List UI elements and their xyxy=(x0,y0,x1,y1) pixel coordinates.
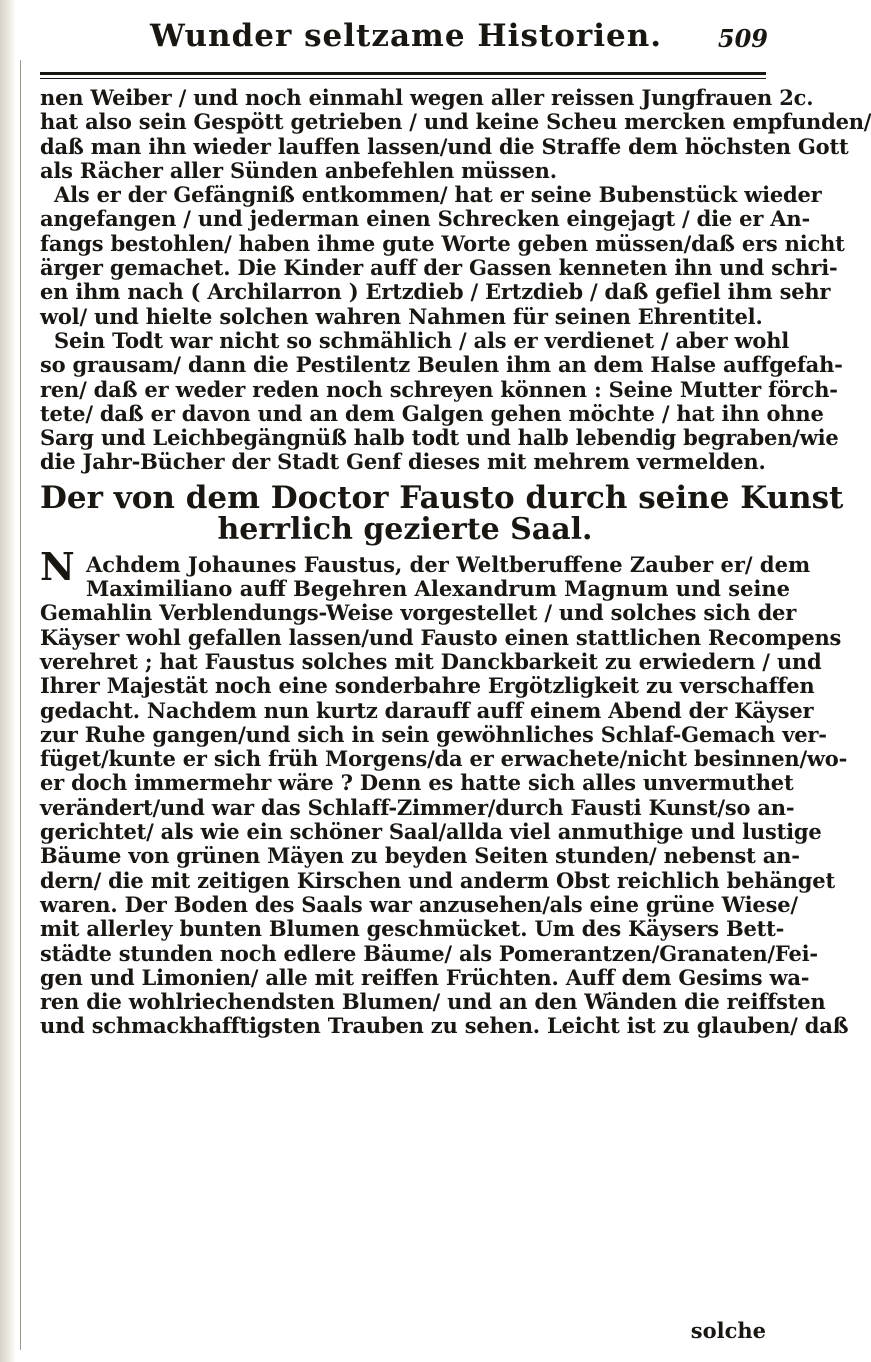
drop-initial: N xyxy=(40,543,75,589)
page-gutter-shadow xyxy=(0,0,16,1362)
text-line: verändert/und war das Schlaff-Zimmer/durch Fausti Kunst/so an- xyxy=(40,794,795,820)
margin-rule xyxy=(20,60,21,1350)
header-rule-thin xyxy=(40,78,766,79)
text-line: Maximiliano auff Begehren Alexandrum Magnum und seine xyxy=(86,576,791,602)
text-line: ren/ daß er weder reden noch schreyen können : Seine Mutter förch- xyxy=(40,376,838,402)
text-line: verehret ; hat Faustus solches mit Danckbarkeit zu erwiedern / und xyxy=(40,648,822,674)
text-line: Bäume von grünen Mäyen zu beyden Seiten stunden/ nebenst an- xyxy=(40,843,800,869)
first-line-text: Achdem Johaunes Faustus, der Weltberuffene Zauber er/ dem xyxy=(86,551,811,577)
paragraph-2 xyxy=(40,182,845,329)
catchword: solche xyxy=(690,1318,766,1343)
text-line: Sein Todt war nicht so schmählich / als er verdienet / aber wohl xyxy=(54,327,790,353)
text-line: hat also sein Gespött getrieben / und keine Scheu mercken empfunden/ xyxy=(40,109,871,135)
text-line: Ihrer Majestät noch eine sonderbahre Ergötzligkeit zu verschaffen xyxy=(40,673,815,699)
text-line: Als er der Gefängniß entkommen/ hat er seine Bubenstück wieder xyxy=(54,182,822,208)
header-rule-thick xyxy=(40,72,766,75)
paragraph-4 xyxy=(40,543,849,1039)
text-line: ren die wohlriechendsten Blumen/ und an den Wänden die reiffsten xyxy=(40,989,826,1015)
page-header xyxy=(40,14,772,62)
text-line: zur Ruhe gangen/und sich in sein gewöhnliches Schlaf-Gemach ver- xyxy=(40,721,827,747)
text-line: nen Weiber / und noch einmahl wegen aller reissen Jungfrauen 2c. xyxy=(40,85,814,110)
paragraph-3 xyxy=(40,327,843,475)
text-line: gerichtet/ als wie ein schöner Saal/allda viel anmuthige und lustige xyxy=(40,819,822,845)
text-line: er doch immermehr wäre ? Denn es hatte sich alles unvermuthet xyxy=(40,770,794,796)
text-line: und schmackhafftigsten Trauben zu sehen. Leicht ist zu glauben/ daß xyxy=(40,1013,849,1039)
running-title: Wunder seltzame Historien. xyxy=(149,18,663,54)
text-line: tete/ daß er davon und an dem Galgen gehen möchte / hat ihn ohne xyxy=(40,400,824,426)
text-line: waren. Der Boden des Saals war anzusehen/als eine grüne Wiese/ xyxy=(40,891,798,917)
text-line: ärger gemachet. Die Kinder auff der Gassen kenneten ihn und schri- xyxy=(40,255,838,281)
chapter-heading: Der von dem Doctor Fausto durch seine Kunst xyxy=(40,479,844,516)
text-line: Käyser wohl gefallen lassen/und Fausto einen stattlichen Recompens xyxy=(40,624,842,650)
paragraph-1 xyxy=(40,85,871,183)
text-line: Sarg und Leichbegängnüß halb todt und halb lebendig begraben/wie xyxy=(40,425,839,451)
text-line: als Rächer aller Sünden anbefehlen müssen. xyxy=(40,157,557,183)
text-line: angefangen / und jederman einen Schrecken eingejagt / die er An- xyxy=(40,206,810,232)
text-body xyxy=(40,85,871,1039)
page-number: 509 xyxy=(717,24,768,53)
text-line: städte stunden noch edlere Bäume/ als Pomerantzen/Granaten/Fei- xyxy=(40,940,818,966)
text-line: wol/ und hielte solchen wahren Nahmen für seinen Ehrentitel. xyxy=(40,303,763,329)
text-line: en ihm nach ( Archilarron ) Ertzdieb / Ertzdieb / daß gefiel ihm sehr xyxy=(40,279,831,305)
text-line: dern/ die mit zeitigen Kirschen und anderm Obst reichlich behänget xyxy=(40,867,835,893)
text-line: füget/kunte er sich früh Morgens/da er erwachete/nicht besinnen/wo- xyxy=(40,746,848,772)
text-line: mit allerley bunten Blumen geschmücket. Um des Käysers Bett- xyxy=(40,916,785,942)
text-line: Gemahlin Verblendungs-Weise vorgestellet / und solches sich der xyxy=(40,600,797,626)
chapter-subheading: herrlich gezierte Saal. xyxy=(217,511,593,547)
text-line: gen und Limonien/ alle mit reiffen Früchten. Auff dem Gesims wa- xyxy=(40,964,810,990)
text-line: daß man ihn wieder lauffen lassen/und die Straffe dem höchsten Gott xyxy=(40,133,849,159)
text-line: so grausam/ dann die Pestilentz Beulen ihm an dem Halse auffgefah- xyxy=(40,352,843,378)
text-line: gedacht. Nachdem nun kurtz darauff auff einem Abend der Käyser xyxy=(40,697,814,723)
text-line: die Jahr-Bücher der Stadt Genf dieses mit mehrem vermelden. xyxy=(40,449,766,475)
text-line: fangs bestohlen/ haben ihme gute Worte geben müssen/daß ers nicht xyxy=(40,230,845,256)
